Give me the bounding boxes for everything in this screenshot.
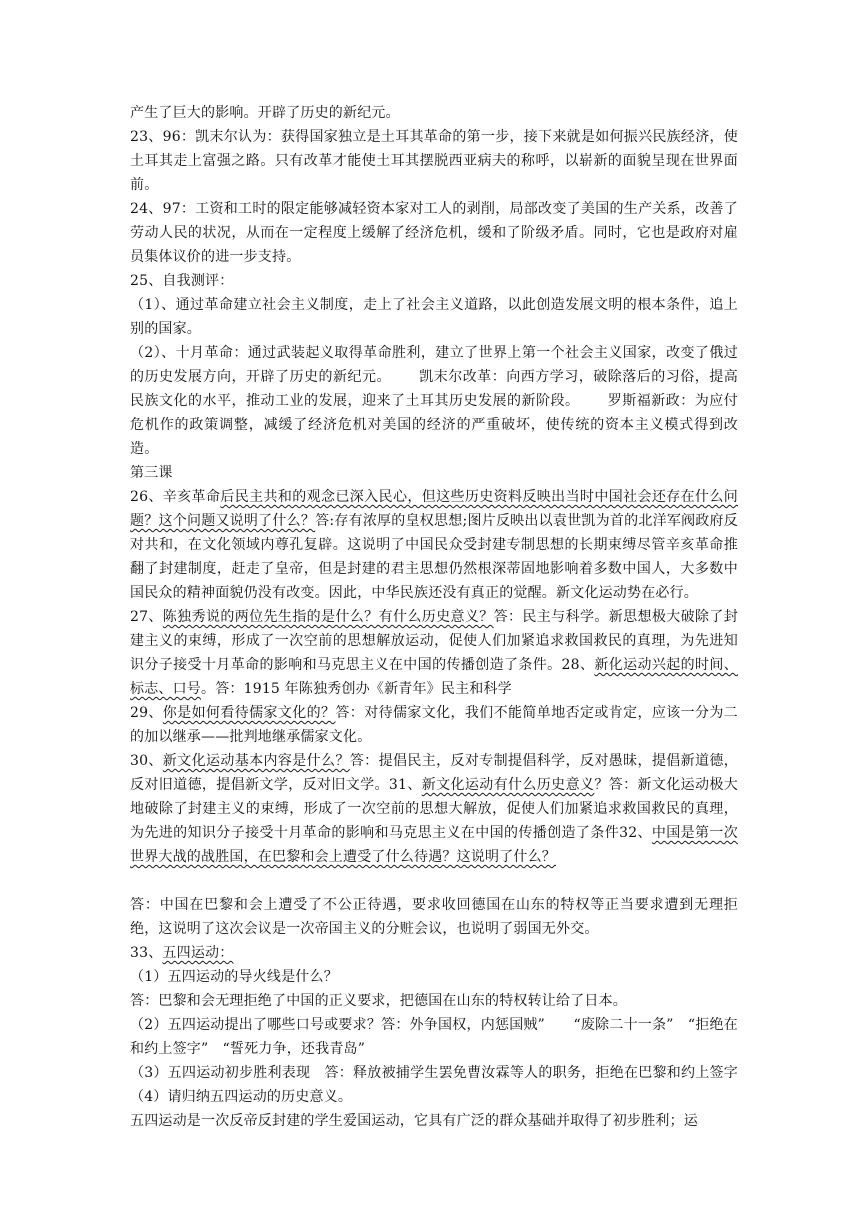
q27-question: 陈独秀说的两位先生指的是什么？有什么历史意义？ [162,609,494,625]
paragraph-26 [130,485,738,605]
q28-question: 新化运动兴起的时间、标志、口号 [130,657,738,697]
paragraph-33-q3-q4: （3）五四运动初步胜利表现 答：释放被捕学生罢免曹汝霖等人的职务，拒绝在巴黎和约上签字（4）请归纳五四运动的历史意义。 [130,1065,738,1105]
paragraph-29 [130,701,738,749]
paragraph-27-28 [130,605,738,701]
paragraph-33-q2: （2）五四运动提出了哪些口号或要求？答：外争国权，内惩国贼” “废除二十一条” “拒绝在和约上签字” “誓死力争，还我青岛” [130,1017,738,1057]
paragraph-continuation: 产生了巨大的影响。开辟了历史的新纪元。 [130,105,400,121]
q29-question: 你是如何看待儒家文化的？ [162,705,336,721]
lesson-3-heading: 第三课 [130,465,173,481]
q30-question: 新文化运动基本内容是什么？ [162,753,350,769]
q27-number: 27、 [130,609,163,625]
paragraph-33-a4: 五四运动是一次反帝反封建的学生爱国运动，它具有广泛的群众基础并取得了初步胜利；运 [130,1113,698,1129]
paragraph-33-a1: 答：巴黎和会无理拒绝了中国的正义要求，把德国在山东的特权转让给了日本。 [130,993,627,1009]
new-deal-text: 罗斯福新政：为应付危机作的政策调整，减缓了经济危机对美国的经济的严重破坏，使传统的资本主义模式得到改造。 [130,393,738,457]
q30-number: 30、 [130,753,163,769]
paragraph-30-32 [130,749,738,869]
q33-number: 33、 [130,945,163,961]
q31-answer: ？答：新文化运动极大地破除了封建主义的束缚，形成了一次空前的思想大解放，促使人们加紧追求救国救民的真理，为先进的知识分子接受十月革命的影响和马克思主义在中国的传播创造了条件32、 [130,777,739,841]
q31-question: 新文化运动有什么历史意义 [421,777,595,793]
paragraph-33-heading [130,941,738,965]
paragraph-24: 24、97：工资和工时的限定能够减轻资本家对工人的剥削，局部改变了美国的生产关系，改善了劳动人民的状况，从而在一定程度上缓解了经济危机，缓和了阶级矛盾。同时，它也是政府对雇员集体议价的进一步支持。 [130,201,738,265]
q26-question: 后民主共和的观念已深入民心，但这些历史资料反映出当时中国社会还存在什么问题？这个问题又说明了什么？ [130,489,738,529]
q32-question: 中国是第一次世界大战的战胜国，在巴黎和会上遭受了什么待遇？这说明了什么？ [130,825,738,865]
q33-topic: 五四运动： [162,945,234,961]
paragraph-25-item-1: （1）、通过革命建立社会主义制度，走上了社会主义道路，以此创造发展文明的根本条件，追上别的国家。 [130,297,738,337]
q27-answer: 答：民主与科学。新思想极大破除了封建主义的束缚，形成了一次空前的思想解放运动，促使人们加紧追求救国救民的真理，为先进知识分子接受十月革命的影响和马克思主义在中国的传播创造了条件。28、 [130,609,738,673]
q30-answer: 答：提倡民主，反对专制提倡科学，反对愚昧，提倡新道德，反对旧道德，提倡新文学，反对旧文学。31、 [130,753,738,793]
paragraph-25-item-2 [130,341,738,461]
q26-number: 26、辛亥革命 [130,489,221,505]
q29-number: 29、 [130,705,163,721]
blank-line [130,869,738,893]
q29-answer: 答：对待儒家文化，我们不能简单地否定或肯定，应该一分为二的加以继承——批判地继承儒家文化。 [130,705,739,745]
q28-answer: 。答：1915 年陈独秀创办《新青年》民主和科学 [201,681,512,697]
paragraph-33-q1: （1）五四运动的导火线是什么？ [130,969,338,985]
october-revolution-text: （2）、十月革命：通过武装起义取得革命胜利，建立了世界上第一个社会主义国家，改变了俄过的历史发展方向，开辟了历史的新纪元。 [130,345,738,385]
document-body [130,101,738,1133]
paragraph-23: 23、96：凯末尔认为：获得国家独立是土耳其革命的第一步，接下来就是如何振兴民族经济，使土耳其走上富强之路。只有改革才能使土耳其摆脱西亚病夫的称呼，以崭新的面貌呈现在世界面前。 [130,129,738,193]
q26-answer: 答:存有浓厚的皇权思想;图片反映出以袁世凯为首的北洋军阀政府反对共和，在文化领域内尊孔复辟。这说明了中国民众受封建专制思想的长期束缚尽管辛亥革命推翻了封建制度，赶走了皇帝，但是封建的君主思想仍然根深蒂固地影响着多数中国人，大多数中国民众的精神面貌仍没有改变。因此，中华民族还没有真正的觉醒。新文化运动势在必行。 [130,513,738,601]
paragraph-25-heading: 25、自我测评： [130,273,234,289]
kemal-reform-text: 凯末尔改革：向西方学习，破除落后的习俗，提高民族文化的水平，推动工业的发展，迎来了土耳其历史发展的新阶段。 [130,369,738,409]
paragraph-32-answer: 答：中国在巴黎和会上遭受了不公正待遇，要求收回德国在山东的特权等正当要求遭到无理拒绝，这说明了这次会议是一次帝国主义的分赃会议，也说明了弱国无外交。 [130,897,738,937]
